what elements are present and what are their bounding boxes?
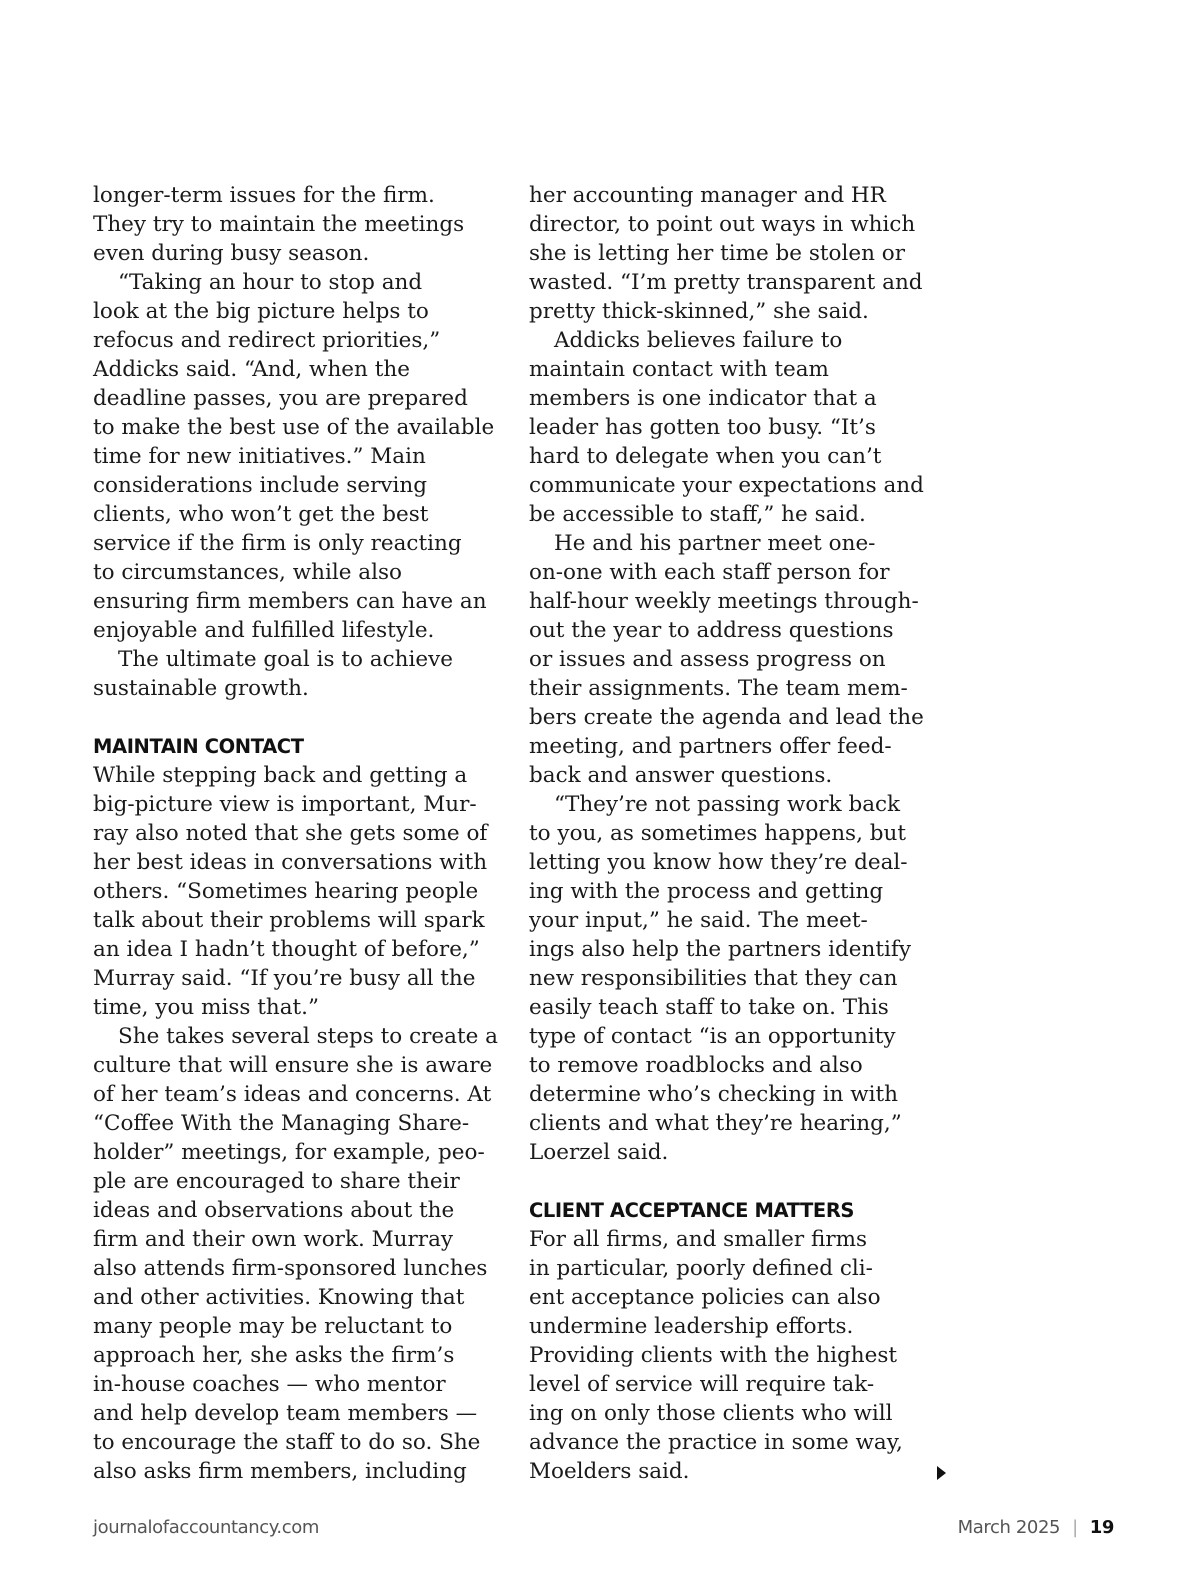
text-line: an idea I hadn’t thought of before,”	[93, 937, 480, 962]
text-line: your input,” he said. The meet-	[529, 908, 868, 933]
text-line: ing with the process and getting	[529, 879, 884, 904]
text-line: hard to delegate when you can’t	[529, 444, 882, 469]
text-line: “They’re not passing work back	[554, 792, 901, 817]
text-line: wasted. “I’m pretty transparent and	[529, 270, 923, 295]
text-line: director, to point out ways in which	[529, 212, 916, 237]
text-line: meeting, and partners offer feed-	[529, 734, 892, 759]
text-line: Loerzel said.	[529, 1140, 669, 1165]
text-line: to remove roadblocks and also	[529, 1053, 863, 1078]
text-line: on-one with each staff person for	[529, 560, 890, 585]
footer-divider: |	[1072, 1517, 1078, 1538]
text-line: to encourage the staff to do so. She	[93, 1430, 481, 1455]
text-line: new responsibilities that they can	[529, 966, 898, 991]
text-line: clients, who won’t get the best	[93, 502, 429, 527]
text-line: Addicks believes failure to	[554, 328, 843, 353]
right-para-1	[529, 181, 929, 326]
text-line: she is letting her time be stolen or	[529, 241, 905, 266]
text-line: her accounting manager and HR	[529, 183, 886, 208]
section-spacer	[93, 703, 498, 732]
left-column	[93, 181, 498, 1486]
text-line: ent acceptance policies can also	[529, 1285, 881, 1310]
footer-date: March 2025	[957, 1517, 1061, 1538]
text-line: bers create the agenda and lead the	[529, 705, 924, 730]
text-line: ings also help the partners identify	[529, 937, 911, 962]
text-line: time, you miss that.”	[93, 995, 320, 1020]
right-triangle-arrow-icon	[937, 1466, 946, 1480]
footer-page-info	[958, 1517, 1114, 1538]
right-para-2	[529, 326, 929, 529]
text-line: big-picture view is important, Mur-	[93, 792, 477, 817]
text-line: level of service will require tak-	[529, 1372, 875, 1397]
text-line: out the year to address questions	[529, 618, 894, 643]
text-line: in particular, poorly defined cli-	[529, 1256, 873, 1281]
text-line: Addicks said. “And, when the	[93, 357, 410, 382]
text-line: many people may be reluctant to	[93, 1314, 453, 1339]
page-number: 19	[1089, 1517, 1114, 1538]
text-line: look at the big picture helps to	[93, 299, 429, 324]
left-para-2	[93, 268, 498, 645]
text-line: time for new initiatives.” Main	[93, 444, 426, 469]
text-line: Murray said. “If you’re busy all the	[93, 966, 476, 991]
text-line: letting you know how they’re deal-	[529, 850, 908, 875]
text-line: maintain contact with team	[529, 357, 829, 382]
text-line: Moelders said.	[529, 1459, 690, 1484]
section-spacer	[529, 1167, 929, 1196]
text-line: ing on only those clients who will	[529, 1401, 893, 1426]
text-line: type of contact “is an opportunity	[529, 1024, 896, 1049]
text-line: and help develop team members —	[93, 1401, 478, 1426]
text-line: sustainable growth.	[93, 676, 309, 701]
text-line: deadline passes, you are prepared	[93, 386, 468, 411]
text-line: enjoyable and fulfilled lifestyle.	[93, 618, 435, 643]
text-line: He and his partner meet one-	[554, 531, 876, 556]
text-line: be accessible to staff,” he said.	[529, 502, 866, 527]
text-line: holder” meetings, for example, peo-	[93, 1140, 485, 1165]
text-line: While stepping back and getting a	[93, 763, 468, 788]
text-line: also asks firm members, including	[93, 1459, 467, 1484]
right-para-4	[529, 790, 929, 1167]
text-line: “Taking an hour to stop and	[118, 270, 423, 295]
text-line: firm and their own work. Murray	[93, 1227, 454, 1252]
text-line: of her team’s ideas and concerns. At	[93, 1082, 492, 1107]
left-para-3	[93, 645, 498, 703]
text-line: members is one indicator that a	[529, 386, 877, 411]
text-line: advance the practice in some way,	[529, 1430, 903, 1455]
text-line: leader has gotten too busy. “It’s	[529, 415, 876, 440]
text-line: clients and what they’re hearing,”	[529, 1111, 902, 1136]
text-line: longer-term issues for the firm.	[93, 183, 435, 208]
text-line: and other activities. Knowing that	[93, 1285, 465, 1310]
text-line: to circumstances, while also	[93, 560, 402, 585]
text-line: considerations include serving	[93, 473, 427, 498]
text-line: ple are encouraged to share their	[93, 1169, 460, 1194]
text-line: They try to maintain the meetings	[93, 212, 465, 237]
left-para-4	[93, 761, 498, 1022]
text-line: culture that will ensure she is aware	[93, 1053, 493, 1078]
text-line: back and answer questions.	[529, 763, 833, 788]
right-para-3	[529, 529, 929, 790]
footer-website: journalofaccountancy.com	[93, 1517, 319, 1538]
right-para-5	[529, 1225, 929, 1486]
text-line: half-hour weekly meetings through-	[529, 589, 919, 614]
text-line: ray also noted that she gets some of	[93, 821, 488, 846]
text-line: service if the firm is only reacting	[93, 531, 462, 556]
text-line: talk about their problems will spark	[93, 908, 485, 933]
text-line: their assignments. The team mem-	[529, 676, 908, 701]
text-line: ensuring firm members can have an	[93, 589, 487, 614]
text-line: or issues and assess progress on	[529, 647, 886, 672]
text-line: her best ideas in conversations with	[93, 850, 488, 875]
text-line: approach her, she asks the firm’s	[93, 1343, 455, 1368]
section-heading-maintain-contact: MAINTAIN CONTACT	[93, 735, 304, 758]
text-line: “Coffee With the Managing Share-	[93, 1111, 470, 1136]
text-line: others. “Sometimes hearing people	[93, 879, 479, 904]
text-line: even during busy season.	[93, 241, 370, 266]
left-para-5	[93, 1022, 498, 1486]
text-line: also attends firm-sponsored lunches	[93, 1256, 488, 1281]
text-line: in-house coaches — who mentor	[93, 1372, 446, 1397]
text-line: undermine leadership efforts.	[529, 1314, 854, 1339]
text-line: easily teach staff to take on. This	[529, 995, 889, 1020]
text-line: pretty thick-skinned,” she said.	[529, 299, 869, 324]
text-line: The ultimate goal is to achieve	[118, 647, 453, 672]
section-heading-client-acceptance: CLIENT ACCEPTANCE MATTERS	[529, 1199, 855, 1222]
text-line: determine who’s checking in with	[529, 1082, 899, 1107]
text-line: refocus and redirect priorities,”	[93, 328, 441, 353]
text-line: For all firms, and smaller firms	[529, 1227, 868, 1252]
text-line: She takes several steps to create a	[118, 1024, 498, 1049]
text-line: communicate your expectations and	[529, 473, 924, 498]
text-line: ideas and observations about the	[93, 1198, 455, 1223]
text-line: to you, as sometimes happens, but	[529, 821, 907, 846]
left-para-1	[93, 181, 498, 268]
text-line: to make the best use of the available	[93, 415, 495, 440]
right-column	[529, 181, 929, 1486]
text-line: Providing clients with the highest	[529, 1343, 898, 1368]
